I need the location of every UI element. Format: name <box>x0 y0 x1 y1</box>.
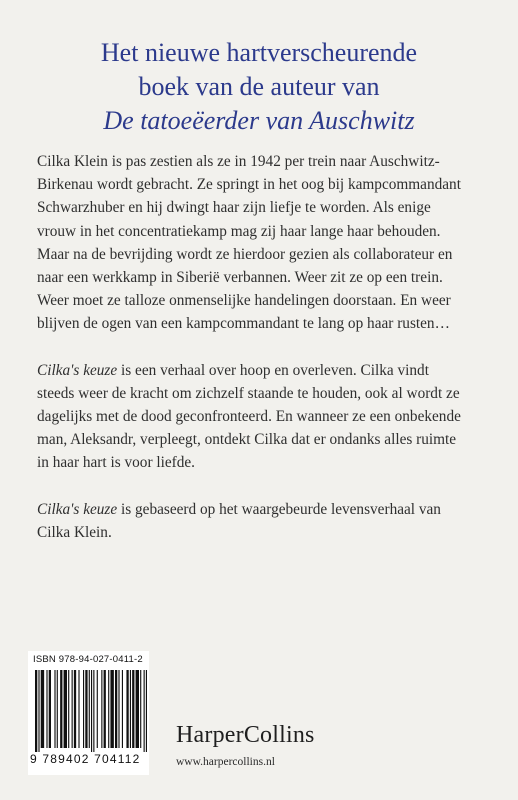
blurb-paragraph-3 <box>37 498 487 544</box>
barcode-bar <box>38 670 39 752</box>
barcode-bar <box>78 670 79 748</box>
barcode-bar <box>97 670 98 748</box>
barcode-bar <box>57 670 58 748</box>
barcode-bar <box>35 670 37 752</box>
barcode-bar <box>104 670 106 748</box>
barcode-bar <box>64 670 67 748</box>
barcode-bar <box>140 670 141 748</box>
headline-line-1: Het nieuwe hartverscheurende <box>100 38 418 67</box>
barcode-bar <box>60 670 62 748</box>
publisher-website: www.harpercollins.nl <box>176 756 275 768</box>
barcode-bar <box>85 670 87 748</box>
barcode-bar <box>126 670 128 748</box>
barcode-bar <box>46 670 47 748</box>
text-line: dagelijks met de dood geconfronteerd. En wanneer ze een onbekende <box>37 408 461 426</box>
barcode-bar <box>93 670 94 752</box>
barcode-bar <box>136 670 139 748</box>
barcode-bar <box>110 670 113 748</box>
headline-line-2: boek van de auteur van <box>138 72 380 101</box>
text-line: Schwarzhuber en hij dwingt haar zijn liefje te worden. Als enige <box>37 199 431 217</box>
text-line <box>37 359 487 382</box>
barcode-bar <box>68 670 69 748</box>
barcode-bar <box>91 670 92 752</box>
isbn-label: ISBN 978-94-027-0411-2 <box>33 654 143 665</box>
text-line: steeds weer de kracht om zichzelf staande te houden, ook al wordt ze <box>37 384 460 402</box>
barcode-bar <box>122 670 123 748</box>
headline-book-title: De tatoeëerder van Auschwitz <box>103 106 415 135</box>
isbn-barcode <box>28 651 149 775</box>
text-line: naar een werkkamp in Siberië verbannen. Weer zit ze op een trein. <box>37 269 443 287</box>
text-line <box>37 498 487 521</box>
barcode-bar <box>83 670 84 748</box>
barcode-bar <box>89 670 90 748</box>
barcode-bar <box>54 670 55 748</box>
barcode-bar <box>132 670 134 748</box>
blurb-paragraph-2 <box>37 359 487 475</box>
text-line: Weer moet ze talloze onmenselijke handelingen doorstaan. En weer <box>37 292 451 310</box>
blurb-paragraph-1 <box>37 150 487 336</box>
book-title-italic: Cilka's keuze <box>37 500 118 518</box>
blurb <box>37 150 487 567</box>
text-line: vrouw in het concentratiekamp mag zij haar lange haar behouden. <box>37 222 441 240</box>
text-line: man, Aleksandr, verpleegt, ontdekt Cilka dat er ondanks alles ruimte <box>37 431 457 449</box>
barcode-bar <box>108 670 109 748</box>
book-title-italic: Cilka's keuze <box>37 361 118 379</box>
barcode-bar <box>146 670 147 752</box>
publisher-logo: HarperCollins <box>176 722 315 748</box>
text-fragment: is gebaseerd op het waargebeurde levensverhaal van <box>117 500 441 518</box>
text-line: Birkenau wordt gebracht. Ze springt in het oog bij kampcommandant <box>37 176 461 194</box>
barcode-bar <box>130 670 131 748</box>
ean-digits: 9 789402 704112 <box>30 752 141 766</box>
barcode-bar <box>115 670 117 748</box>
text-line: Maar na de bevrijding wordt ze hierdoor gezien als collaborateur en <box>37 245 453 263</box>
text-line: Cilka Klein is pas zestien als ze in 1942 per trein naar Auschwitz- <box>37 153 440 170</box>
text-line: blijven de ogen van een kampcommandant te lang op haar rusten… <box>37 315 450 333</box>
barcode-bar <box>41 670 44 748</box>
barcode-icon <box>35 670 147 752</box>
text-fragment: is een verhaal over hoop en overleven. Cilka vindt <box>117 361 429 379</box>
barcode-bar <box>74 670 76 748</box>
barcode-bar <box>144 670 145 752</box>
barcode-bar <box>101 670 102 748</box>
text-line: Cilka Klein. <box>37 523 112 541</box>
barcode-bar <box>118 670 119 748</box>
barcode-bar <box>49 670 51 748</box>
barcode-bar <box>72 670 73 748</box>
headline <box>0 36 518 138</box>
text-line: in haar hart is voor liefde. <box>37 454 196 472</box>
